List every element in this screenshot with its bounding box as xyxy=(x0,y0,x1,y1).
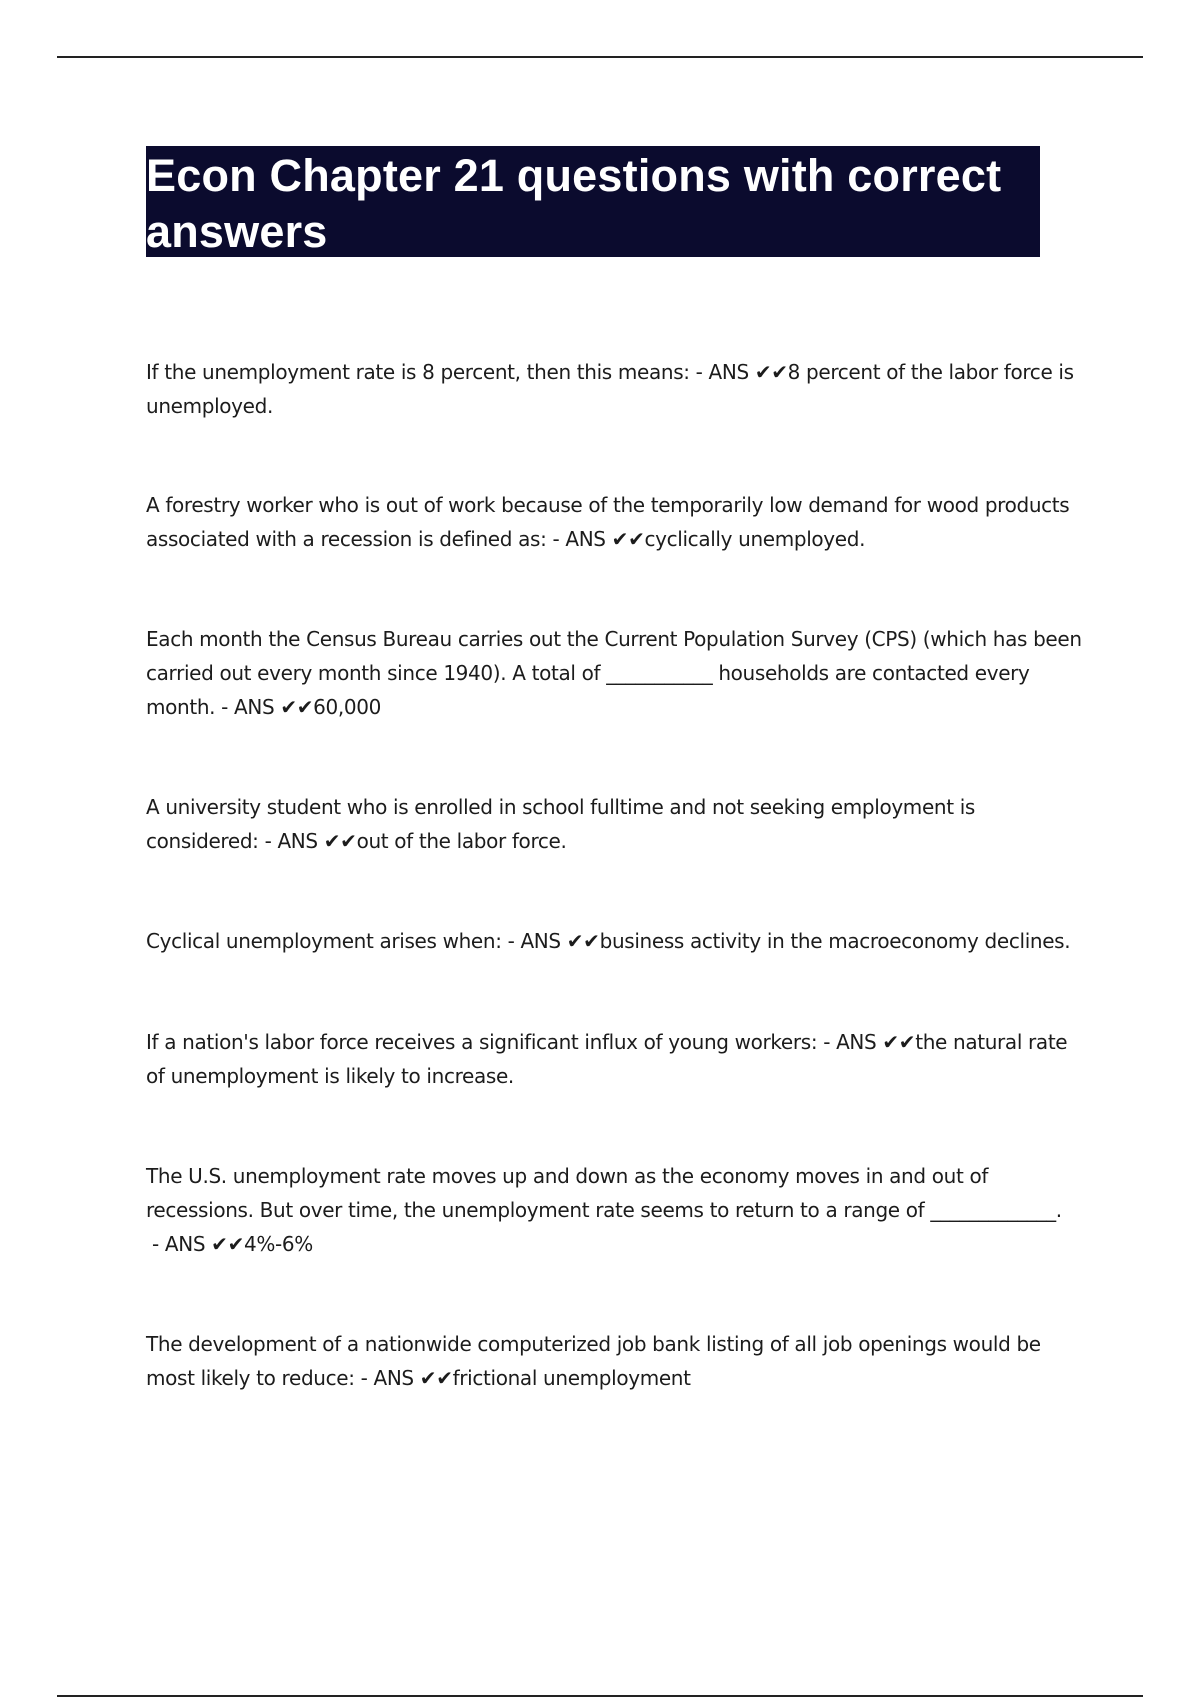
question-text: The U.S. unemployment rate moves up and down as the economy moves in and out of recessions. But over time, the unemployment rate seems to return to a range of _____________. xyxy=(146,1164,1062,1222)
answer-text: 8 percent of the labor force is unemployed. xyxy=(146,360,1074,418)
answer-text: the natural rate of unemployment is likely to increase. xyxy=(146,1030,1068,1088)
answer-text: 60,000 xyxy=(313,695,382,719)
answer-text: frictional unemployment xyxy=(452,1366,691,1390)
question-text: A forestry worker who is out of work because of the temporarily low demand for wood products associated with a recession is defined as: xyxy=(146,493,1070,551)
qa-item xyxy=(146,1159,1091,1261)
question-text: If a nation's labor force receives a significant influx of young workers: xyxy=(146,1030,818,1054)
qa-item xyxy=(146,355,1091,423)
question-text: If the unemployment rate is 8 percent, then this means: xyxy=(146,360,690,384)
question-text: Cyclical unemployment arises when: xyxy=(146,929,502,953)
answer-marker: - ANS ✔✔ xyxy=(146,1232,244,1256)
qa-item xyxy=(146,488,1091,556)
qa-item xyxy=(146,1025,1091,1093)
answer-marker: - ANS ✔✔ xyxy=(817,1030,916,1054)
qa-item xyxy=(146,1327,1091,1395)
answer-marker: - ANS ✔✔ xyxy=(215,695,314,719)
page-title: Econ Chapter 21 questions with correct answers xyxy=(146,150,1002,257)
qa-item xyxy=(146,790,1091,858)
question-text: The development of a nationwide computerized job bank listing of all job openings would be most likely to reduce: xyxy=(146,1332,1041,1390)
answer-text: out of the labor force. xyxy=(356,829,567,853)
answer-marker: - ANS ✔✔ xyxy=(689,360,788,384)
question-text: A university student who is enrolled in school fulltime and not seeking employment is considered: xyxy=(146,795,976,853)
qa-item xyxy=(146,924,1091,958)
qa-item xyxy=(146,622,1091,724)
answer-text: cyclically unemployed. xyxy=(644,527,866,551)
question-text: Each month the Census Bureau carries out the Current Population Survey (CPS) (which has been carried out every month since 1940). A total of ___________ households are contacted every month. xyxy=(146,627,1082,719)
header-rule xyxy=(57,56,1143,58)
title-banner xyxy=(146,146,1040,257)
answer-marker: - ANS ✔✔ xyxy=(354,1366,453,1390)
answer-marker: - ANS ✔✔ xyxy=(546,527,645,551)
answer-marker: - ANS ✔✔ xyxy=(258,829,357,853)
answer-marker: - ANS ✔✔ xyxy=(501,929,600,953)
answer-text: 4%-6% xyxy=(244,1232,313,1256)
footer-rule xyxy=(57,1695,1143,1697)
answer-text: business activity in the macroeconomy declines. xyxy=(599,929,1071,953)
